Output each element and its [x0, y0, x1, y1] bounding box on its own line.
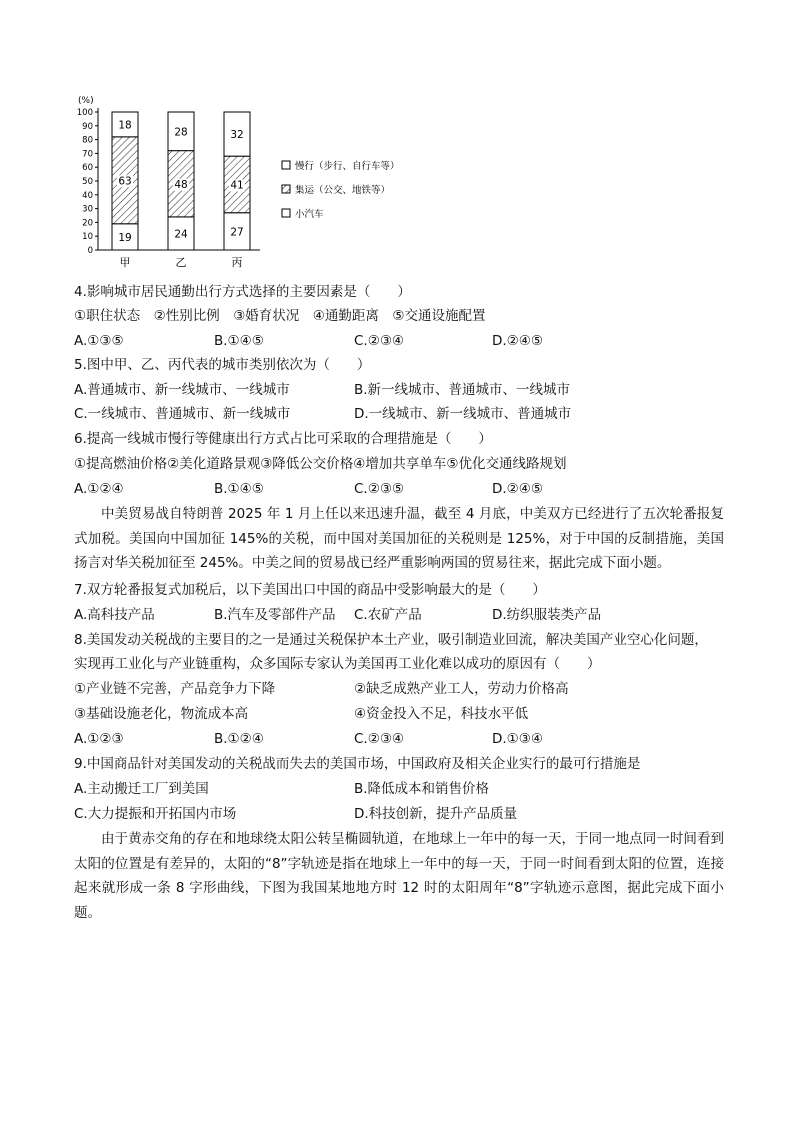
bar-value-label: 41 [230, 179, 244, 192]
q5-option-b[interactable]: B.新一线城市、普通城市、一线城市 [354, 382, 571, 398]
x-category-label: 甲 [119, 256, 131, 269]
legend-swatch [282, 185, 290, 193]
bar-value-label: 28 [174, 126, 188, 139]
y-tick-label: 60 [82, 163, 93, 174]
bar-value-label: 63 [118, 175, 132, 188]
q6-option-b[interactable]: B.①④⑤ [214, 481, 264, 497]
q6-option-a[interactable]: A.①②④ [74, 481, 124, 497]
y-axis-label: (%) [78, 96, 94, 106]
bar-value-label: 18 [118, 119, 132, 132]
q6-option-d[interactable]: D.②④⑤ [492, 481, 543, 497]
bar-value-label: 19 [118, 231, 132, 244]
y-tick-label: 80 [82, 135, 93, 146]
q4-stem: 4.影响城市居民通勤出行方式选择的主要因素是（ ） [74, 284, 411, 300]
q8-item-4: ④资金投入不足，科技水平低 [354, 706, 529, 722]
q4-option-d[interactable]: D.②④⑤ [492, 333, 543, 349]
q8-item-3: ③基础设施老化，物流成本高 [74, 706, 249, 722]
q8-option-d[interactable]: D.①③④ [492, 731, 543, 747]
q7-option-d[interactable]: D.纺织服装类产品 [492, 607, 602, 623]
q9-option-d[interactable]: D.科技创新，提升产品质量 [354, 806, 518, 822]
q8-option-b[interactable]: B.①②④ [214, 731, 264, 747]
q9-option-c[interactable]: C.大力提振和开拓国内市场 [74, 806, 237, 822]
q5-stem: 5.图中甲、乙、丙代表的城市类别依次为（ ） [74, 357, 371, 373]
q6-stem: 6.提高一线城市慢行等健康出行方式占比可采取的合理措施是（ ） [74, 431, 492, 447]
legend-label: 集运（公交、地铁等） [295, 185, 391, 196]
q5-option-a[interactable]: A.普通城市、新一线城市、一线城市 [74, 382, 290, 398]
x-axis-categories [120, 256, 243, 269]
y-tick-label: 50 [82, 177, 93, 187]
bar-value-label: 48 [174, 178, 188, 191]
q4-items: ①职住状态 ②性别比例 ③婚育状况 ④通勤距离 ⑤交通设施配置 [74, 308, 486, 324]
x-category-label: 乙 [175, 256, 187, 269]
bars [98, 112, 260, 250]
bar-value-label: 32 [230, 129, 244, 142]
stacked-bar-chart [70, 90, 400, 270]
q7-stem: 7.双方轮番报复式加税后，以下美国出口中国的商品中受影响最大的是（ ） [74, 582, 546, 598]
q9-option-b[interactable]: B.降低成本和销售价格 [354, 781, 490, 797]
q9-stem: 9.中国商品针对美国发动的关税战而失去的美国市场，中国政府及相关企业实行的最可行措施是 [74, 756, 641, 772]
legend-label: 慢行（步行、自行车等） [295, 161, 400, 172]
q5-option-c[interactable]: C.一线城市、普通城市、新一线城市 [74, 406, 291, 422]
q5-option-d[interactable]: D.一线城市、新一线城市、普通城市 [354, 406, 572, 422]
y-tick-label: 10 [82, 232, 93, 243]
q8-item-2: ②缺乏成熟产业工人，劳动力价格高 [354, 681, 569, 697]
q8-option-c[interactable]: C.②③④ [354, 731, 405, 747]
x-category-label: 丙 [231, 256, 243, 269]
q7-option-c[interactable]: C.农矿产品 [354, 607, 422, 623]
q8-option-a[interactable]: A.①②③ [74, 731, 124, 747]
q6-items: ①提高燃油价格②美化道路景观③降低公交价格④增加共享单车⑤优化交通线路规划 [74, 456, 567, 472]
legend [282, 160, 400, 220]
q7-option-b[interactable]: B.汽车及零部件产品 [214, 607, 336, 623]
q6-option-c[interactable]: C.②③⑤ [354, 481, 405, 497]
y-tick-label: 70 [82, 149, 93, 160]
q4-option-a[interactable]: A.①③⑤ [74, 333, 124, 349]
legend-swatch [282, 161, 290, 169]
q8-stem-line2: 实现再工业化与产业链重构，众多国际专家认为美国再工业化难以成功的原因有（ ） [74, 656, 601, 672]
y-tick-label: 90 [82, 121, 93, 132]
passage-trade-war: 中美贸易战自特朗普 2025 年 1 月上任以来迅速升温，截至 4 月底，中美双方已经进行了五次轮番报复式加税。美国向中国加征 145%的关税，而中国对美国加征的关税则是 125%，对于中国的反制措施，美国扬言对华关税加征至 245%。中美之间的贸易战已经严重影响两国的贸易往来，据此完成下面小题。 [74, 506, 724, 571]
bar-value-label: 27 [230, 226, 244, 239]
q7-option-a[interactable]: A.高科技产品 [74, 607, 155, 623]
y-tick-label: 30 [82, 204, 93, 215]
q4-option-b[interactable]: B.①④⑤ [214, 333, 264, 349]
y-tick-label: 0 [87, 246, 93, 256]
q8-stem-line1: 8.美国发动关税战的主要目的之一是通过关税保护本土产业，吸引制造业回流，解决美国产业空心化问题， [74, 632, 708, 648]
q9-option-a[interactable]: A.主动搬迁工厂到美国 [74, 781, 209, 797]
y-tick-label: 40 [82, 190, 93, 201]
y-axis [77, 108, 98, 256]
bar-value-label: 24 [174, 228, 188, 241]
q4-option-c[interactable]: C.②③④ [354, 333, 405, 349]
y-tick-label: 100 [76, 108, 93, 118]
q8-item-1: ①产业链不完善，产品竞争力下降 [74, 681, 276, 697]
legend-swatch [282, 209, 290, 217]
legend-label: 小汽车 [295, 209, 324, 220]
y-tick-label: 20 [82, 218, 93, 229]
passage-analemma: 由于黄赤交角的存在和地球绕太阳公转呈椭圆轨道，在地球上一年中的每一天，于同一地点同一时间看到太阳的位置是有差异的，太阳的“8”字轨迹是指在地球上一年中的每一天，于同一时间看到太阳的位置，连接起来就形成一条 8 字形曲线，下图为我国某地地方时 12 时的太阳周年“8”字轨迹示意图，据此完成下面小题。 [74, 831, 724, 921]
